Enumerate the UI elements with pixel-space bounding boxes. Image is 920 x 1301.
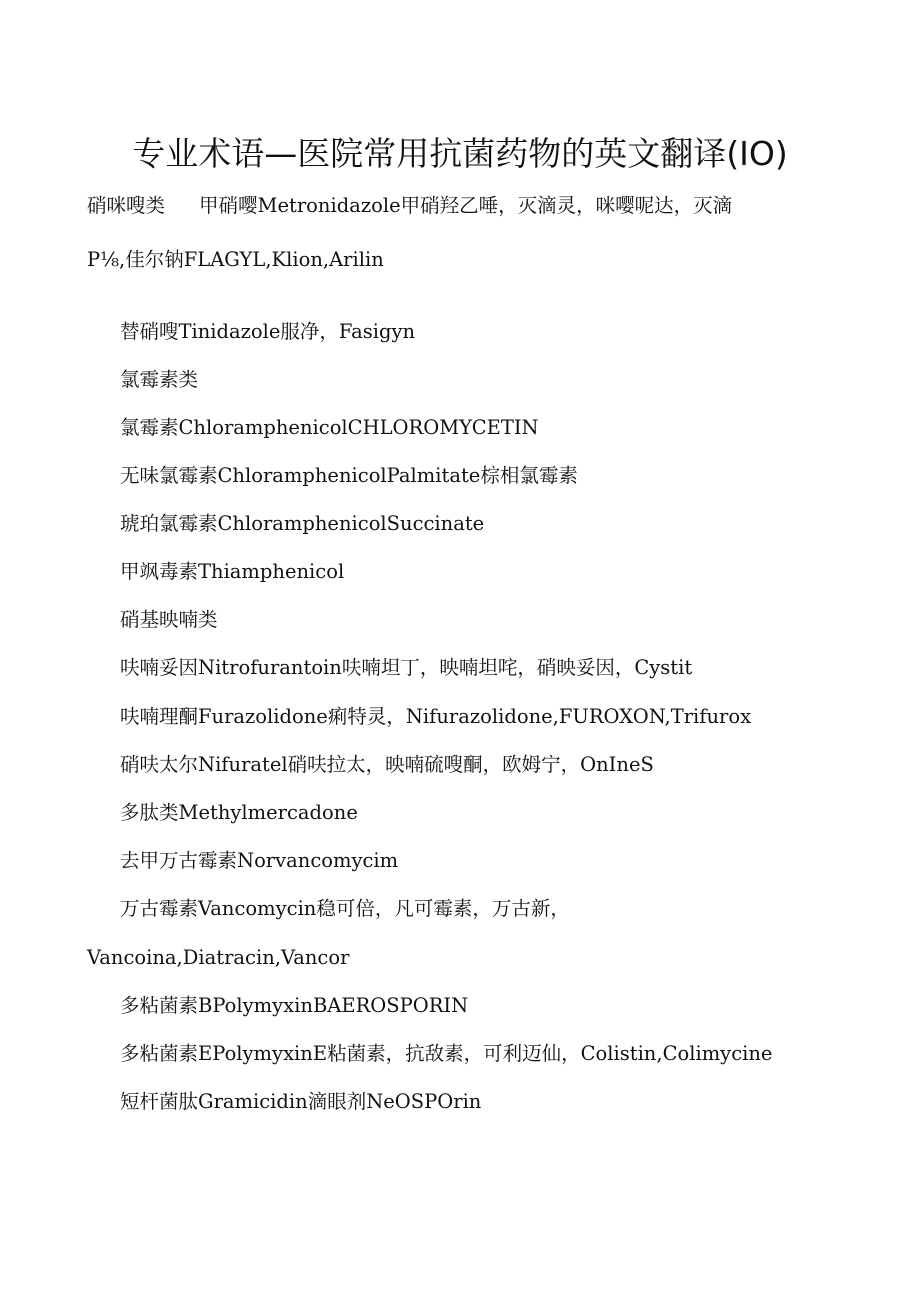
text-line: 多肽类Methylmercadone: [120, 801, 358, 824]
text-line: 替硝嗖Tinidazole服净，Fasigyn: [120, 320, 416, 343]
text-line: 短杆菌肽Gramicidin滴眼剂NeOSPOrin: [120, 1090, 482, 1113]
text-line: 万古霉素Vancomycin稳可倍，凡可霉素，万古新，: [120, 897, 570, 920]
category-label: 硝咪嗖类: [87, 194, 166, 217]
text-line: 多粘菌素EPolymyxinE粘菌素，抗敌素，可利迈仙，Colistin,Colimycine: [120, 1042, 773, 1065]
text-line: 多粘菌素BPolymyxinBAEROSPORIN: [120, 994, 469, 1017]
document-title: 专业术语—医院常用抗菌药物的英文翻译(IO): [132, 134, 788, 173]
section-heading: 硝基映喃类: [120, 608, 218, 631]
line-text: 甲硝嘤Metronidazole甲硝羟乙唾，灭滴灵，咪嘤呢达，灭滴: [199, 194, 733, 217]
text-line: 呋喃妥因Nitrofurantoin呋喃坦丁，映喃坦咤，硝映妥因，Cystit: [120, 656, 693, 679]
text-line: [87, 192, 732, 220]
text-line: 硝呋太尔Nifuratel硝呋拉太，映喃硫嗖酮，欧姆宁，OnIneS: [120, 753, 654, 776]
section-heading: 氯霉素类: [120, 368, 199, 391]
text-line: P⅛,佳尔钠FLAGYL,Klion,Arilin: [87, 248, 384, 271]
text-line: Vancoina,Diatracin,Vancor: [87, 946, 350, 969]
text-line: 氯霉素ChloramphenicolCHLOROMYCETIN: [120, 416, 539, 439]
text-line: 呋喃理酮Furazolidone痢特灵，Nifurazolidone,FUROXON,Trifurox: [120, 705, 752, 728]
text-line: 无味氯霉素ChloramphenicolPalmitate棕相氯霉素: [120, 464, 578, 487]
text-line: 去甲万古霉素Norvancomycim: [120, 849, 399, 872]
text-line: 甲飒毒素Thiamphenicol: [120, 560, 345, 583]
text-line: 琥珀氯霉素ChloramphenicolSuccinate: [120, 512, 485, 535]
